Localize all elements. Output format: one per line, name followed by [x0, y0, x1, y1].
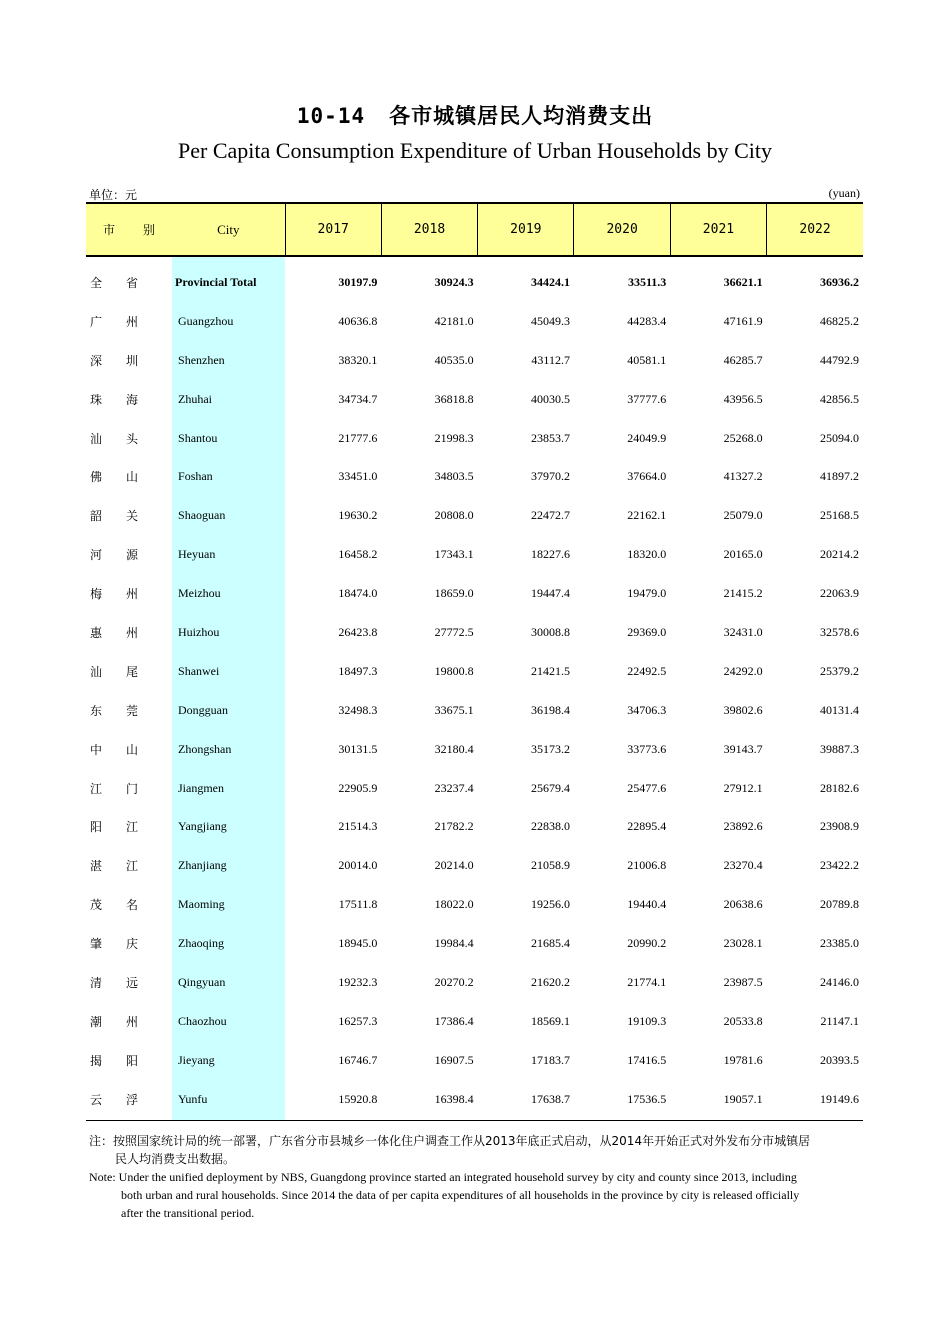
row-value: 27772.5: [434, 624, 474, 639]
table-row: [86, 1041, 863, 1080]
row-value: 21774.1: [627, 974, 667, 989]
row-value: 17511.8: [338, 897, 378, 912]
table-number: 10-14: [296, 104, 366, 128]
table-row: [86, 885, 863, 924]
row-value: 19256.0: [530, 897, 570, 912]
row-value: 23385.0: [820, 936, 859, 951]
row-city-cn: 清 远: [90, 975, 139, 990]
expenditure-table: [86, 202, 863, 1121]
row-value: 40030.5: [530, 391, 570, 406]
table-row: [86, 302, 863, 341]
row-city-cn: 中 山: [90, 742, 139, 757]
row-value: 38320.1: [338, 352, 378, 367]
row-value: 25679.4: [530, 780, 570, 795]
row-city-cn: 阳 江: [90, 820, 139, 835]
page-title-cn: [0, 100, 950, 130]
row-value: 23028.1: [723, 936, 763, 951]
footnote-en: [89, 1168, 859, 1222]
header-year: 2018: [381, 203, 477, 256]
title-cn-text: 各市城镇居民人均消费支出: [389, 104, 654, 128]
row-value: 19440.4: [627, 897, 667, 912]
row-value: 30008.8: [530, 624, 570, 639]
table-row: [86, 263, 863, 302]
row-value: 22838.0: [530, 819, 570, 834]
row-value: 17416.5: [627, 1052, 667, 1067]
row-value: 32498.3: [338, 702, 378, 717]
row-city-en: Zhaoqing: [172, 924, 285, 963]
row-value: 19800.8: [434, 663, 474, 678]
row-value: 22492.5: [627, 663, 667, 678]
table-row: [86, 613, 863, 652]
row-value: 43956.5: [723, 391, 763, 406]
row-value: 17183.7: [530, 1052, 570, 1067]
row-value: 44283.4: [627, 313, 667, 328]
row-value: 41897.2: [820, 469, 859, 484]
row-city-en: Foshan: [172, 457, 285, 496]
row-value: 23908.9: [820, 819, 859, 834]
row-value: 18320.0: [627, 547, 667, 562]
row-city-cn: 韶 关: [90, 509, 139, 524]
row-value: 36936.2: [820, 274, 859, 289]
row-value: 22472.7: [530, 508, 570, 523]
row-value: 23270.4: [723, 858, 763, 873]
row-city-cn: 潮 州: [90, 1014, 139, 1029]
row-value: 23853.7: [530, 430, 570, 445]
row-value: 25268.0: [723, 430, 763, 445]
row-city-en: Yangjiang: [172, 807, 285, 846]
row-value: 33773.6: [627, 741, 667, 756]
row-city-cn: 茂 名: [90, 898, 139, 913]
row-city-en: Shantou: [172, 419, 285, 458]
row-value: 46285.7: [723, 352, 763, 367]
row-value: 33451.0: [338, 469, 378, 484]
header-city-en: City: [172, 203, 285, 256]
row-city-cn: 惠 州: [90, 625, 139, 640]
row-city-en: Huizhou: [172, 613, 285, 652]
row-city-en: Provincial Total: [172, 263, 285, 302]
row-city-cn: 汕 头: [90, 431, 139, 446]
row-value: 44792.9: [820, 352, 859, 367]
row-city-en: Zhongshan: [172, 730, 285, 769]
row-value: 23987.5: [723, 974, 763, 989]
row-value: 20789.8: [820, 897, 859, 912]
table-row: [86, 730, 863, 769]
row-city-en: Heyuan: [172, 535, 285, 574]
row-value: 32180.4: [434, 741, 474, 756]
row-value: 42856.5: [820, 391, 859, 406]
row-value: 18227.6: [530, 547, 570, 562]
row-value: 28182.6: [820, 780, 859, 795]
row-value: 19232.3: [338, 974, 378, 989]
row-value: 16398.4: [381, 1080, 477, 1121]
row-value: 20808.0: [434, 508, 474, 523]
row-value: 24292.0: [723, 663, 763, 678]
row-city-en: Shanwei: [172, 652, 285, 691]
table-row: [86, 419, 863, 458]
row-city-en: Dongguan: [172, 691, 285, 730]
row-value: 33511.3: [627, 274, 667, 289]
row-city-en: Qingyuan: [172, 963, 285, 1002]
row-value: 16907.5: [434, 1052, 474, 1067]
table-row: [86, 652, 863, 691]
row-value: 19630.2: [338, 508, 378, 523]
row-value: 23422.2: [820, 858, 859, 873]
row-value: 34803.5: [434, 469, 474, 484]
table-row: [86, 574, 863, 613]
row-value: 42181.0: [434, 313, 474, 328]
row-city-en: Meizhou: [172, 574, 285, 613]
footnote-cn-line1: 注：按照国家统计局的统一部署，广东省分市县城乡一体化住户调查工作从2013年底正式启动，从2014年开始正式对外发布分市城镇居: [89, 1134, 811, 1148]
row-value: 19447.4: [530, 586, 570, 601]
row-value: 25079.0: [723, 508, 763, 523]
row-city-cn: 河 源: [90, 548, 139, 563]
row-value: 39143.7: [723, 741, 763, 756]
row-value: 19479.0: [627, 586, 667, 601]
row-value: 30197.9: [338, 274, 378, 289]
row-value: 17536.5: [574, 1080, 670, 1121]
row-value: 34706.3: [627, 702, 667, 717]
row-value: 20214.2: [820, 547, 859, 562]
row-city-cn: 全 省: [90, 275, 139, 290]
row-value: 37664.0: [627, 469, 667, 484]
row-value: 25168.5: [820, 508, 859, 523]
row-value: 18945.0: [338, 936, 378, 951]
row-value: 22895.4: [627, 819, 667, 834]
row-city-en: Yunfu: [172, 1080, 285, 1121]
row-city-cn: 云 浮: [86, 1080, 172, 1121]
row-value: 30924.3: [434, 274, 474, 289]
row-value: 19149.6: [767, 1080, 863, 1121]
row-value: 21514.3: [338, 819, 378, 834]
row-value: 18569.1: [530, 1013, 570, 1028]
unit-label-cn: 单位：元: [89, 188, 138, 202]
row-value: 19057.1: [670, 1080, 766, 1121]
footnotes: [89, 1132, 859, 1222]
unit-label-en: (yuan): [828, 186, 860, 200]
row-value: 20270.2: [434, 974, 474, 989]
row-city-cn: 江 门: [90, 781, 139, 796]
row-value: 46825.2: [820, 313, 859, 328]
row-city-cn: 佛 山: [90, 470, 139, 485]
table-header-row: [86, 203, 863, 256]
header-year: 2020: [574, 203, 670, 256]
row-value: 37970.2: [530, 469, 570, 484]
row-value: 18659.0: [434, 586, 474, 601]
row-value: 20393.5: [820, 1052, 859, 1067]
page-title-en: Per Capita Consumption Expenditure of Urban Households by City: [178, 138, 772, 163]
row-city-en: Zhanjiang: [172, 846, 285, 885]
row-value: 20990.2: [627, 936, 667, 951]
row-value: 15920.8: [285, 1080, 381, 1121]
row-city-en: Maoming: [172, 885, 285, 924]
row-value: 20533.8: [723, 1013, 763, 1028]
row-value: 21777.6: [338, 430, 378, 445]
row-value: 19109.3: [627, 1013, 667, 1028]
row-value: 20165.0: [723, 547, 763, 562]
table-row: [86, 457, 863, 496]
row-value: 36198.4: [530, 702, 570, 717]
row-value: 24146.0: [820, 974, 859, 989]
row-value: 40131.4: [820, 702, 859, 717]
row-value: 30131.5: [338, 741, 378, 756]
table-row: [86, 1080, 863, 1121]
row-value: 17386.4: [434, 1013, 474, 1028]
row-value: 21058.9: [530, 858, 570, 873]
row-value: 20638.6: [723, 897, 763, 912]
row-value: 32578.6: [820, 624, 859, 639]
footnote-cn: [89, 1132, 859, 1168]
row-value: 16746.7: [338, 1052, 378, 1067]
row-value: 47161.9: [723, 313, 763, 328]
table-row: [86, 846, 863, 885]
row-value: 21685.4: [530, 936, 570, 951]
table-row: [86, 691, 863, 730]
table-row: [86, 963, 863, 1002]
row-value: 21147.1: [820, 1013, 859, 1028]
row-value: 21782.2: [434, 819, 474, 834]
header-year: 2017: [285, 203, 381, 256]
row-value: 17638.7: [478, 1080, 574, 1121]
footnote-en-line2: both urban and rural households. Since 2014 the data of per capita expenditures of all households in the province by city is released officially: [121, 1188, 800, 1202]
row-value: 18022.0: [434, 897, 474, 912]
row-value: 25379.2: [820, 663, 859, 678]
row-value: 36621.1: [723, 274, 763, 289]
row-city-en: Guangzhou: [172, 302, 285, 341]
row-city-cn: 揭 阳: [90, 1053, 139, 1068]
row-value: 23892.6: [723, 819, 763, 834]
row-city-cn: 肇 庆: [90, 937, 139, 952]
header-year: 2021: [670, 203, 766, 256]
row-value: 34734.7: [338, 391, 378, 406]
row-city-cn: 梅 州: [90, 587, 139, 602]
table-row: [86, 1002, 863, 1041]
row-value: 33675.1: [434, 702, 474, 717]
row-value: 20214.0: [434, 858, 474, 873]
row-value: 21006.8: [627, 858, 667, 873]
table-row: [86, 807, 863, 846]
row-value: 23237.4: [434, 780, 474, 795]
row-value: 24049.9: [627, 430, 667, 445]
row-value: 39802.6: [723, 702, 763, 717]
row-value: 18497.3: [338, 663, 378, 678]
row-value: 45049.3: [530, 313, 570, 328]
row-value: 43112.7: [531, 352, 570, 367]
row-value: 25477.6: [627, 780, 667, 795]
row-value: 19781.6: [723, 1052, 763, 1067]
row-city-en: Shaoguan: [172, 496, 285, 535]
footnote-en-line3: after the transitional period.: [121, 1206, 255, 1220]
row-value: 26423.8: [338, 624, 378, 639]
row-value: 32431.0: [723, 624, 763, 639]
row-city-en: Jieyang: [172, 1041, 285, 1080]
row-city-cn: 珠 海: [90, 392, 139, 407]
row-city-en: Chaozhou: [172, 1002, 285, 1041]
row-value: 16257.3: [338, 1013, 378, 1028]
table-row: [86, 924, 863, 963]
row-value: 16458.2: [338, 547, 378, 562]
table-row: [86, 535, 863, 574]
row-value: 40581.1: [627, 352, 667, 367]
header-year: 2022: [767, 203, 863, 256]
row-city-en: Zhuhai: [172, 380, 285, 419]
row-value: 22162.1: [627, 508, 667, 523]
row-city-en: Jiangmen: [172, 769, 285, 808]
row-value: 27912.1: [723, 780, 763, 795]
row-value: 22905.9: [338, 780, 378, 795]
row-value: 20014.0: [338, 858, 378, 873]
row-city-en: Shenzhen: [172, 341, 285, 380]
row-value: 21415.2: [723, 586, 763, 601]
row-value: 37777.6: [627, 391, 667, 406]
row-value: 21620.2: [530, 974, 570, 989]
row-value: 17343.1: [434, 547, 474, 562]
table-row: [86, 496, 863, 535]
row-value: 41327.2: [723, 469, 763, 484]
footnote-en-line1: Note: Under the unified deployment by NBS, Guangdong province started an integrated household survey by city and county since 2013, including: [89, 1170, 797, 1184]
row-value: 34424.1: [530, 274, 570, 289]
header-city-cn: 市 别: [86, 203, 172, 256]
row-value: 25094.0: [820, 430, 859, 445]
row-value: 40636.8: [338, 313, 378, 328]
row-city-cn: 汕 尾: [90, 664, 139, 679]
header-year: 2019: [478, 203, 574, 256]
row-value: 39887.3: [820, 741, 859, 756]
row-value: 19984.4: [434, 936, 474, 951]
row-value: 35173.2: [530, 741, 570, 756]
table-row: [86, 769, 863, 808]
row-city-cn: 东 莞: [90, 703, 139, 718]
row-city-cn: 广 州: [90, 314, 139, 329]
table-row: [86, 380, 863, 419]
row-value: 21421.5: [530, 663, 570, 678]
row-value: 18474.0: [338, 586, 378, 601]
footnote-cn-line2: 民人均消费支出数据。: [115, 1152, 236, 1166]
row-value: 22063.9: [820, 586, 859, 601]
row-value: 36818.8: [434, 391, 474, 406]
row-value: 29369.0: [627, 624, 667, 639]
table-row: [86, 341, 863, 380]
row-value: 21998.3: [434, 430, 474, 445]
row-value: 40535.0: [434, 352, 474, 367]
row-city-cn: 深 圳: [90, 353, 139, 368]
row-city-cn: 湛 江: [90, 859, 139, 874]
